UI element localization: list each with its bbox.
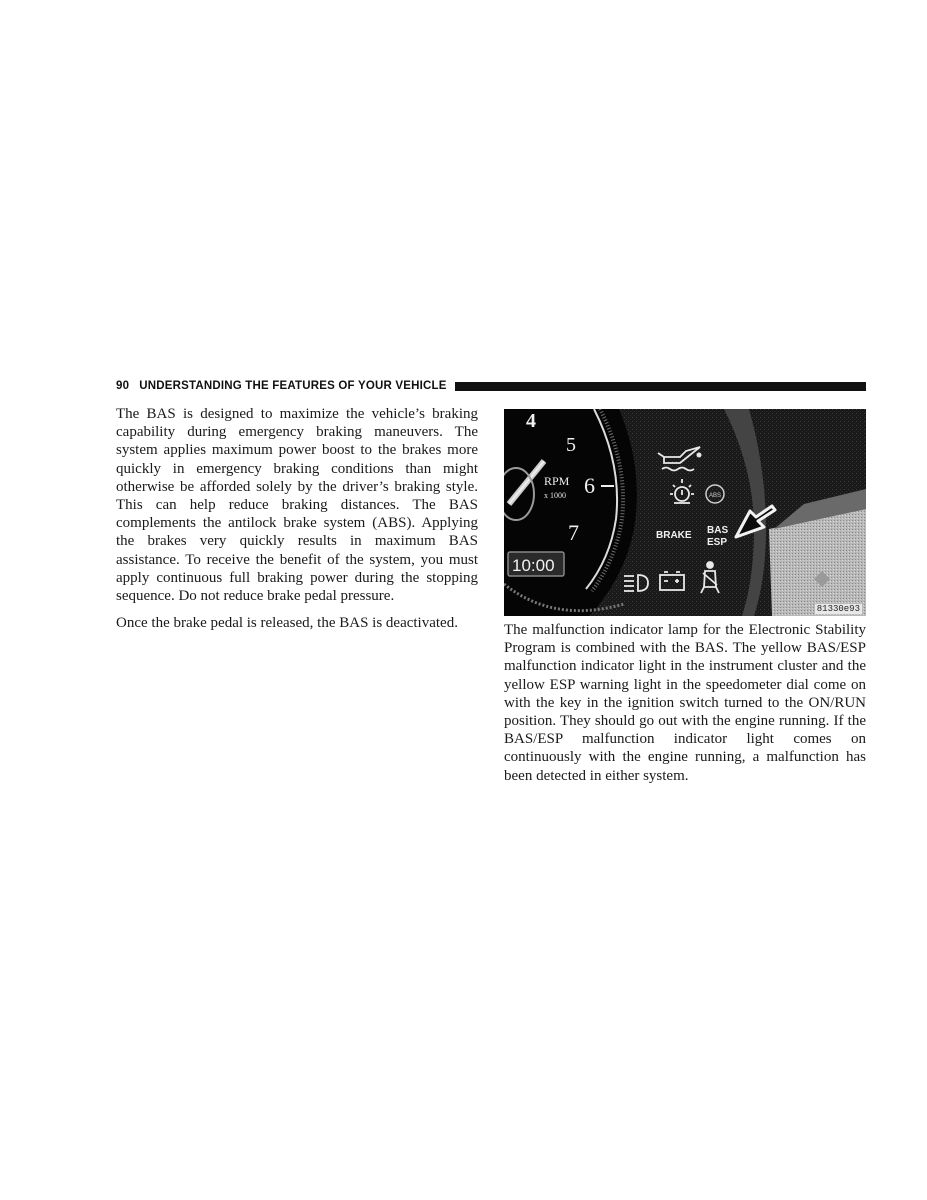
figure-code: 81330e93 <box>816 604 860 614</box>
page-number: 90 <box>116 380 130 392</box>
instrument-cluster-figure <box>504 409 866 616</box>
dial-number-4: 4 <box>526 410 536 432</box>
dial-number-6: 6 <box>584 473 595 498</box>
paragraph-bas-description: The BAS is designed to maximize the vehicle’s braking capability during emergency braking maneuvers. The system applies maximum power boost to the brakes more quickly in emergency braking conditions than might otherwise be afforded solely by the driver’s braking style. This can help reduce braking distances. The BAS complements the antilock brake system (ABS). Applying the brakes very quickly results in maximum BAS assistance. To receive the benefit of the system, you must apply continuous full braking power during the stopping sequence. Do not reduce brake pedal pressure. <box>116 406 478 605</box>
page-header <box>116 378 866 394</box>
left-column <box>116 405 478 632</box>
paragraph-malfunction-indicator: The malfunction indicator lamp for the Electronic Stability Program is combined with the BAS. The yellow BAS/ESP malfunction indicator light in the instrument cluster and the yellow ESP warning light in the speedometer dial come on with the key in the ignition switch turned to the ON/RUN position. They should go out with the engine running. If the BAS/ESP malfunction indicator light comes on continuously with the engine running, a malfunction has been detected in either system. <box>504 622 866 784</box>
rpm-label: RPM <box>544 474 570 488</box>
dial-number-7: 7 <box>568 520 579 545</box>
dial-number-5: 5 <box>566 434 576 456</box>
right-column <box>504 621 866 785</box>
esp-indicator-label: ESP <box>707 537 728 548</box>
header-rule <box>455 382 866 391</box>
abs-label: ABS <box>709 493 722 499</box>
section-title: UNDERSTANDING THE FEATURES OF YOUR VEHICLE <box>139 380 447 392</box>
bas-indicator-label: BAS <box>707 525 729 536</box>
instrument-cluster-illustration <box>504 409 866 616</box>
clock-display: 10:00 <box>512 556 555 575</box>
paragraph-bas-deactivated: Once the brake pedal is released, the BAS is deactivated. <box>116 615 458 632</box>
brake-indicator-label: BRAKE <box>656 530 692 541</box>
rpm-multiplier: x 1000 <box>544 491 566 500</box>
